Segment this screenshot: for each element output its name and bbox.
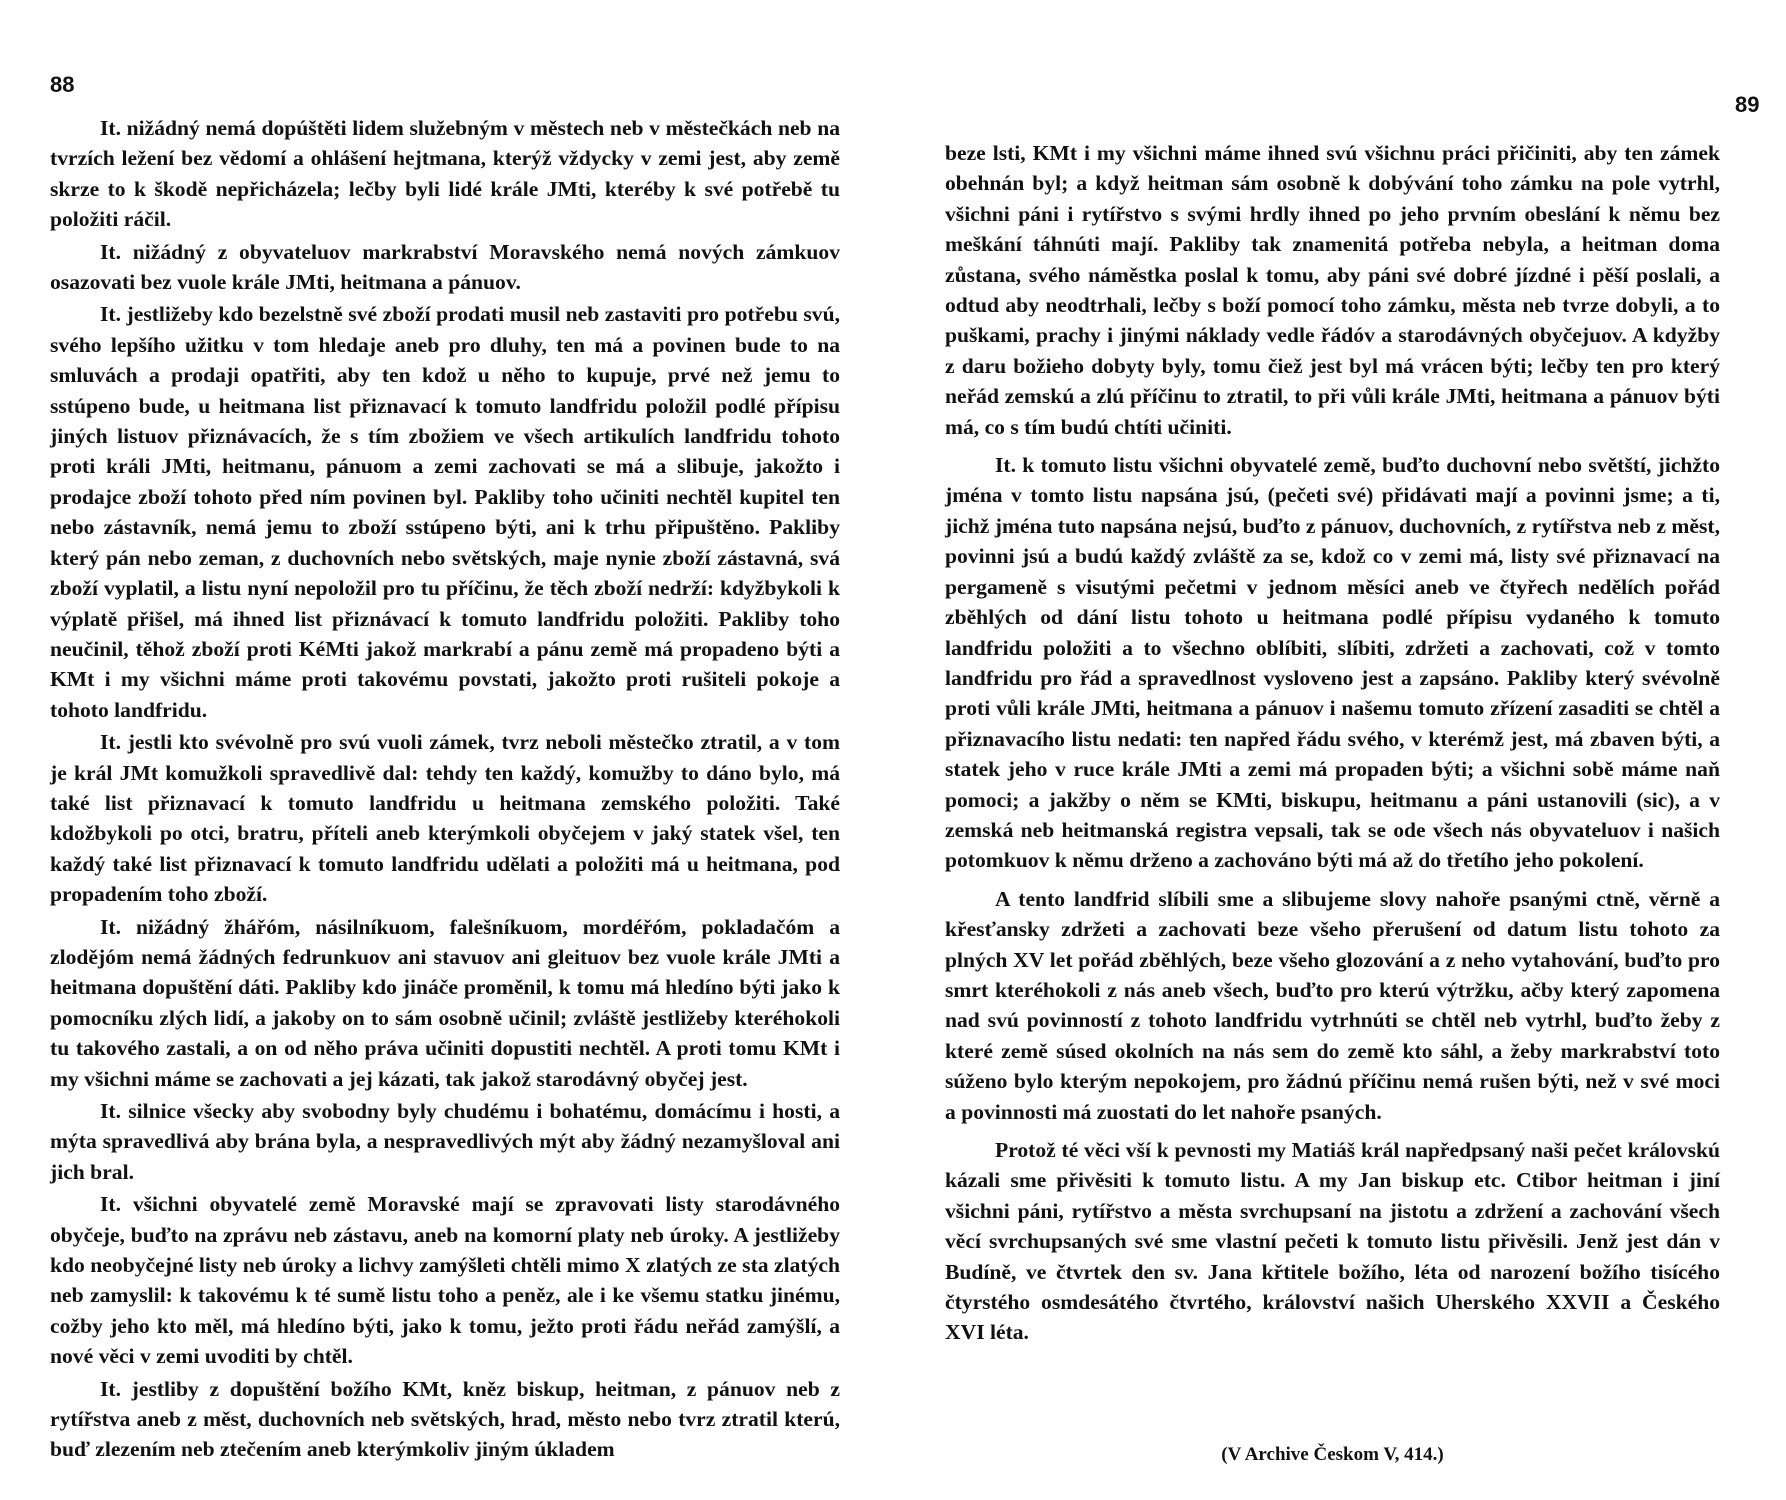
paragraph: A tento landfrid slíbili sme a slibujeme slovy nahoře psanými ctně, věrně a křesťansky zdržeti a zachovati beze všeho přerušení od datum listu tohoto za plných XV let pořád zběhlých, beze všeho glozování a z neho vytahování, buďto pro smrt kteréhokoli z nás aneb všech, buďto pro kterú výtržku, ačby který zapomena nad svú povinností z tohoto landfridu vytrhnúti se chtěl neb vytrhl, buďto žeby z které země súsed okolních na nás sem do země kto sáhl, a žeby markrabství toto súženo bylo kterým nepokojem, pro žádnú příčinu nemá rušen býti, než v své moci a povinnosti má zuostati do let nahoře psaných.: [945, 886, 1720, 1124]
page-number-left: 88: [50, 72, 75, 97]
paragraph: It. silnice všecky aby svobodny byly chudému i bohatému, domácímu i hosti, a mýta spravedlivá aby brána byla, a nespravedlivých mýt aby žádný nezamyšloval ani jich bral.: [50, 1099, 840, 1184]
left-page-body: [50, 113, 840, 1467]
paragraph: It. všichni obyvatelé země Moravské mají se zpravovati listy starodávného obyčeje, buďto na zprávu neb zástavu, aneb na komorní platy neb úroky. A jestližeby kdo neobyčejné listy neb úroky a lichvy zamýšleti chtěli mimo X zlatých ze sta zlatých neb zamyslil: k takovému k té sumě listu toho a peněz, ale i ke všemu statku jinému, cožby jeho kto měl, má hledíno býti, jako k tomu, ježto proti řádu neřád zamýšlí, a nové věci v zemi uvoditi by chtěl.: [50, 1192, 840, 1369]
page-number-right: 89: [1735, 92, 1760, 117]
paragraph: beze lsti, KMt i my všichni máme ihned svú všichnu práci přičiniti, aby ten zámek obehnán byl; a když heitman sám osobně k dobývání toho zámku na pole vytrhl, všichni páni i rytířstvo s svými hrdly ihned po jeho prvním obeslání k němu bez meškání táhnúti mají. Pakliby tak znamenitá potřeba nebyla, a heitman doma zůstana, svého náměstka poslal k tomu, aby páni své dobré jízdné i pěší poslali, a odtud aby neodtrhali, lečby s boží pomocí toho zámku, města neb tvrze dobyli, a to puškami, prachy i jinými náklady vedle řádóv a starodávných obyčejuov. A kdyžby z daru božieho dobyty byly, tomu čiež jest byl má vrácen býti; lečby ten pro který neřád zemskú a zlú příčinu to ztratil, to při vůli krále JMti, heitmana a pánuov býti má, co s tím budú chtíti učiniti.: [945, 141, 1720, 439]
paragraph: It. k tomuto listu všichni obyvatelé země, buďto duchovní nebo světští, jichžto jména v tomto listu napsána jsú, (pečeti své) přidávati mají a povinni jsme; a ti, jichž jména tuto napsána nejsú, buďto z pánuov, duchovních, z rytířstva neb z měst, povinni jsú a budú každý zvláště za se, kdož co v zemi má, listy své přiznavací na pergameně s visutými pečetmi v jednom měsíci aneb ve čtyřech nedělích pořád zběhlých od dání listu tohoto u heitmana podlé přípisu vydaného k tomuto landfridu položiti a to všechno oblíbiti, slíbiti, zdržeti a zachovati, což v tomto landfridu pro řád a spravedlnost vysloveno jest a zapsáno. Pakliby který svévolně proti vůli krále JMti, heitmana a pánuov i našemu tomuto zřízení zasaditi se chtěl a přiznavacího listu nedati: ten napřed řádu svého, v kterémž jest, má zbaven býti, a statek jeho v ruce krále JMti a zemi má propaden býti; a všichni sobě máme naň pomoci; a jakžby o něm se KMti, biskupu, heitmanu a páni ustanovili (sic), a v zemská neb heitmanská registra vepsali, tak se ode všech nás obyvateluov i našich potomkuov k němu drženo a zachováno býti má až do třetího jeho pokolení.: [945, 453, 1720, 873]
paragraph: Protož té věci vší k pevnosti my Matiáš král napředpsaný naši pečet královskú kázali sme přivěsiti k tomuto listu. A my Jan biskup etc. Ctibor heitman i jiní všichni páni, rytířstvo a města svrchupsaní na jistotu a zdržení a zachování všech věcí svrchupsaných své sme vlastní pečeti k tomuto listu přivěsili. Jenž jest dán v Budíně, ve čtvrtek den sv. Jana křtitele božího, léta od narození božího tisícého čtyrstého osmdesátého čtvrtého, království našich Uherského XXVII a Českého XVI léta.: [945, 1138, 1720, 1345]
source-citation: (V Archive Českom V, 414.): [1221, 1444, 1444, 1465]
paragraph: It. nižádný žhářóm, násilníkuom, falešníkuom, mordéřóm, pokladačóm a zlodějóm nemá žádných fedrunkuov ani stavuov ani gleituov bez vuole krále JMti a heitmana dopuštění dáti. Pakliby kdo jináče proměnil, k tomu má hledíno býti jako k pomocníku zlých lidí, a jakoby on to sám osobně učinil; zvláště jestližeby kteréhokoli tu takového zastali, a on od něho práva učiniti dopustiti nechtěl. A proti tomu KMt i my všichni máme se zachovati a jej kázati, tak jakož starodávný obyčej jest.: [50, 914, 840, 1091]
right-page-body: [945, 138, 1720, 1350]
paragraph: It. jestližeby kdo bezelstně své zboží prodati musil neb zastaviti pro potřebu svú, svého lepšího užitku v tom hledaje aneb pro dluhy, ten má a povinen bude to na smluvách a prodaji opatřiti, aby ten kdož u něho to kupuje, prvé než jemu to sstúpeno bude, u heitmana list přiznavací k tomuto landfridu položil podlé přípisu jiných listuov přiznávacích, že s tím zbožiem ve všech artikulích landfridu tohoto proti králi JMti, heitmanu, pánuom a zemi zachovati se má a slibuje, jakožto i prodajce zboží tohoto před ním povinen byl. Pakliby toho učiniti nechtěl kupitel ten nebo zástavník, nemá jemu to zboží sstúpeno býti, ani k trhu připuštěno. Pakliby který pán nebo zeman, z duchovních nebo světských, maje nynie zboží zástavná, svá zboží vyplatil, a listu nyní nepoložil pro tu příčinu, že těch zboží nedrží: kdyžbykoli k výplatě přišel, má ihned list přiznávací k tomuto landfridu položiti. Pakliby toho neučinil, těhož zboží proti KéMti jakož markrabí a pánu země má propadeno býti a KMt i my všichni máme proti takovému povstati, jakožto proti rušiteli pokoje a tohoto landfridu.: [50, 302, 840, 722]
paragraph: It. jestliby z dopuštění božího KMt, kněz biskup, heitman, z pánuov neb z rytířstva aneb z měst, duchovních neb světských, hrad, město nebo tvrz ztratil kterú, buď zlezením neb ztečením aneb kterýmkoliv jiným úkladem: [50, 1376, 840, 1462]
paragraph: It. jestli kto svévolně pro svú vuoli zámek, tvrz neboli městečko ztratil, a v tom je král JMt komužkoli spravedlivě dal: tehdy ten každý, komužby to dáno bylo, má také list přiznavací k tomuto landfridu u heitmana zemského položiti. Také kdožbykoli po otci, bratru, příteli aneb kterýmkoli obyčejem v jaký statek všel, ten každý také list přiznavací k tomuto landfridu udělati a položiti má u heitmana, pod propadením toho zboží.: [50, 730, 840, 907]
paragraph: It. nižádný z obyvateluov markrabství Moravského nemá nových zámkuov osazovati bez vuole krále JMti, heitmana a pánuov.: [50, 239, 840, 295]
paragraph: It. nižádný nemá dopúštěti lidem služebným v městech neb v městečkách neb na tvrzích ležení bez vědomí a ohlášení hejtmana, kterýž vždycky v zemi jest, aby země skrze to k škodě nepřicházela; lečby byli lidé krále JMti, kteréby k své potřebě tu položiti ráčil.: [50, 116, 840, 232]
